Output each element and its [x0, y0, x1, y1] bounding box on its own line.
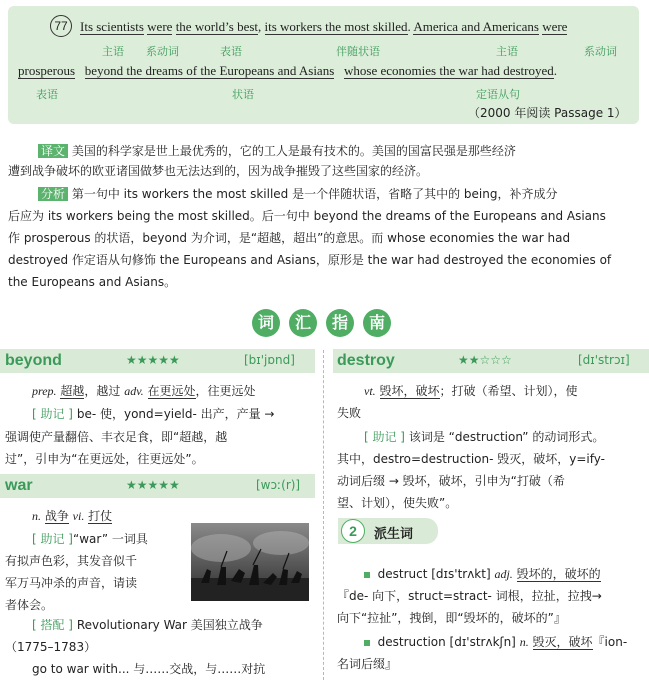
beyond-memo-2: 强调使产量翻倍、丰衣足食，即“超越，越	[5, 430, 228, 444]
pos-vt: vt.	[364, 384, 376, 398]
beyond-definition	[32, 382, 256, 399]
gloss-linking-verb-2: 系动词	[584, 45, 617, 58]
derived-item-2	[364, 633, 627, 650]
gloss-attributive-clause: 定语从句	[476, 88, 520, 101]
derived-item-1-pos: adj.	[494, 567, 513, 581]
translation-tag: 译文	[38, 144, 68, 158]
analysis-line-2: 后应为 its workers being the most skilled。后一句中 beyond the dreams of the Europeans and Asians	[8, 209, 606, 223]
period: .	[407, 19, 411, 34]
verb-2: were	[542, 19, 568, 34]
war-memo-2: 有拟声色彩，其发音似千	[5, 554, 138, 568]
analysis-tag: 分析	[38, 187, 68, 201]
derived-item-2-etym-2: 名词后缀』	[337, 657, 398, 671]
pos-adv: adv.	[124, 384, 144, 398]
predicative-2: prosperous	[18, 63, 76, 78]
translation-line-2: 遭到战争破坏的欧亚诸国做梦也无法达到的，因为战争摧毁了这些国家的经济。	[8, 164, 429, 178]
source-citation: （2000 年阅读 Passage 1）	[468, 106, 627, 120]
war-collocation-1	[32, 616, 263, 633]
translation-line-1: 美国的科学家是世上最优秀的，它的工人是最有技术的。美国的国富民强是那些经济	[71, 144, 516, 158]
destroy-memo-2: 其中，destro=destruction- 毁灭，破坏，y=ify-	[337, 452, 605, 466]
derived-item-2-word: destruction [dɪ'strʌkʃn]	[377, 635, 516, 649]
beyond-stars: ★★★★★	[126, 353, 180, 367]
adverbial-phrase: beyond the dreams of the Europeans and Asians	[84, 63, 335, 78]
destroy-stars-empty: ☆☆☆	[479, 353, 512, 367]
war-memo-3: 军万马冲杀的声音，请读	[5, 576, 138, 590]
vocab-title-char-4: 南	[363, 309, 391, 337]
pos-vi: vi.	[72, 509, 85, 523]
destroy-memo-4: 望、计划），使失败”。	[337, 496, 458, 510]
war-word: war	[5, 477, 33, 494]
beyond-def-1: 超越	[60, 384, 85, 398]
beyond-word: beyond	[5, 352, 62, 369]
war-memo-text-1: “war” 一词具	[73, 532, 148, 546]
gloss-subject-2: 主语	[496, 45, 518, 58]
subject-1: Its scientists	[80, 19, 144, 34]
analysis-line-3: 作 prosperous 的状语，beyond 为介词，是“超越，超出”的意思。而 whose economies the war had	[8, 231, 571, 245]
destroy-stars-full: ★★	[458, 353, 480, 367]
derived-item-1-def: 毁坏的，破坏的	[516, 567, 601, 581]
destroy-definition	[364, 382, 578, 399]
destroy-phonetic: [dɪ'strɔɪ]	[578, 353, 630, 367]
war-memo-tag: [ 助记 ]	[32, 532, 73, 546]
beyond-def-2b: ，往更远处	[195, 384, 256, 398]
derived-item-1-etym-1: 『de- 向下，struct=stract- 词根，拉扯，拉拽→	[337, 589, 602, 603]
verb-1: were	[147, 19, 173, 34]
war-phonetic: [wɔː(r)]	[256, 478, 301, 492]
beyond-def-2: 在更远处	[147, 384, 196, 398]
bullet-icon	[364, 640, 370, 646]
beyond-memo-3: 过”，引申为“在更远处，往更远处”。	[5, 452, 204, 466]
derived-item-2-etym-1: 『ion-	[592, 635, 628, 649]
gloss-predicative-1: 表语	[220, 45, 242, 58]
beyond-def-1b: ，越过	[84, 384, 121, 398]
gloss-linking-verb-1: 系动词	[146, 45, 179, 58]
analysis-line-1: 第一句中 its workers the most skilled 是一个伴随状语，省略了其中的 being，补齐成分	[71, 187, 558, 201]
battle-image	[191, 523, 309, 601]
war-memo-1	[32, 530, 148, 547]
derived-item-1	[364, 565, 601, 582]
absolute-phrase: its workers the most skilled	[264, 19, 408, 34]
war-collocation-3: go to war with... 与……交战，与……对抗	[32, 662, 266, 676]
destroy-memo-text-1: 该词是 “destruction” 的动词形式。	[408, 430, 605, 444]
beyond-phonetic: [bɪ'jɒnd]	[244, 353, 295, 367]
gloss-adverbial: 状语	[232, 88, 254, 101]
war-collocation-2: （1775–1783）	[5, 640, 97, 654]
pos-prep: prep.	[32, 384, 57, 398]
translation-tag-row	[38, 142, 516, 160]
derived-item-1-word: destruct [dɪs'trʌkt]	[377, 567, 491, 581]
destroy-stars	[458, 353, 512, 367]
column-divider	[323, 350, 324, 680]
beyond-memo-tag: [ 助记 ]	[32, 407, 73, 421]
war-definition	[32, 507, 112, 524]
gloss-predicative-2: 表语	[36, 88, 58, 101]
comma: ,	[258, 19, 262, 34]
destroy-def-1: 毁坏，破坏	[379, 384, 440, 398]
war-collocation-tag: [ 搭配 ]	[32, 618, 73, 632]
period-2: .	[553, 63, 558, 78]
subject-2: America and Americans	[413, 19, 539, 34]
war-collocation-text-1: Revolutionary War 美国独立战争	[76, 618, 263, 632]
destroy-memo-tag: [ 助记 ]	[364, 430, 405, 444]
bullet-icon	[364, 572, 370, 578]
destroy-def-3: 失败	[337, 406, 362, 420]
sentence-line-2	[18, 63, 557, 79]
attributive-clause: whose economies the war had destroyed	[344, 63, 554, 78]
predicative-1: the world’s best	[175, 19, 259, 34]
vocab-title-char-3: 指	[326, 309, 354, 337]
destroy-word: destroy	[337, 352, 395, 369]
analysis-tag-row	[38, 185, 557, 203]
destroy-memo-1	[364, 428, 604, 445]
beyond-memo-1	[32, 405, 274, 422]
pos-n: n.	[32, 509, 41, 523]
derived-number: 2	[341, 519, 365, 543]
derived-item-2-pos: n.	[519, 635, 529, 649]
derived-item-1-etym-2: 向下“拉扯”，拽倒，即“毁坏的，破坏的”』	[337, 611, 566, 625]
vocab-title-char-1: 词	[252, 309, 280, 337]
war-memo-4: 者体会。	[5, 598, 54, 612]
beyond-memo-text-1: be- 使，yond=yield- 出产，产量 →	[76, 407, 275, 421]
war-def-1: 战争	[44, 509, 69, 523]
gloss-accompanying-adverbial: 伴随状语	[336, 45, 380, 58]
war-def-2: 打仗	[88, 509, 113, 523]
analysis-line-4: destroyed 作定语从句修饰 the Europeans and Asians，原形是 the war had destroyed the economies of	[8, 253, 612, 267]
derived-item-2-def: 毁灭，破坏	[532, 635, 593, 649]
analysis-line-5: the Europeans and Asians。	[8, 275, 177, 289]
destroy-memo-3: 动词后缀 → 毁坏，破坏，引申为“打破（希	[337, 474, 565, 488]
sentence-line-1	[80, 19, 567, 35]
destroy-def-2: ；打破（希望、计划），使	[439, 384, 578, 398]
derived-label: 派生词	[374, 527, 414, 542]
gloss-subject-1: 主语	[102, 45, 124, 58]
war-stars: ★★★★★	[126, 478, 180, 492]
vocab-title-char-2: 汇	[289, 309, 317, 337]
sentence-number: 77	[50, 15, 72, 37]
